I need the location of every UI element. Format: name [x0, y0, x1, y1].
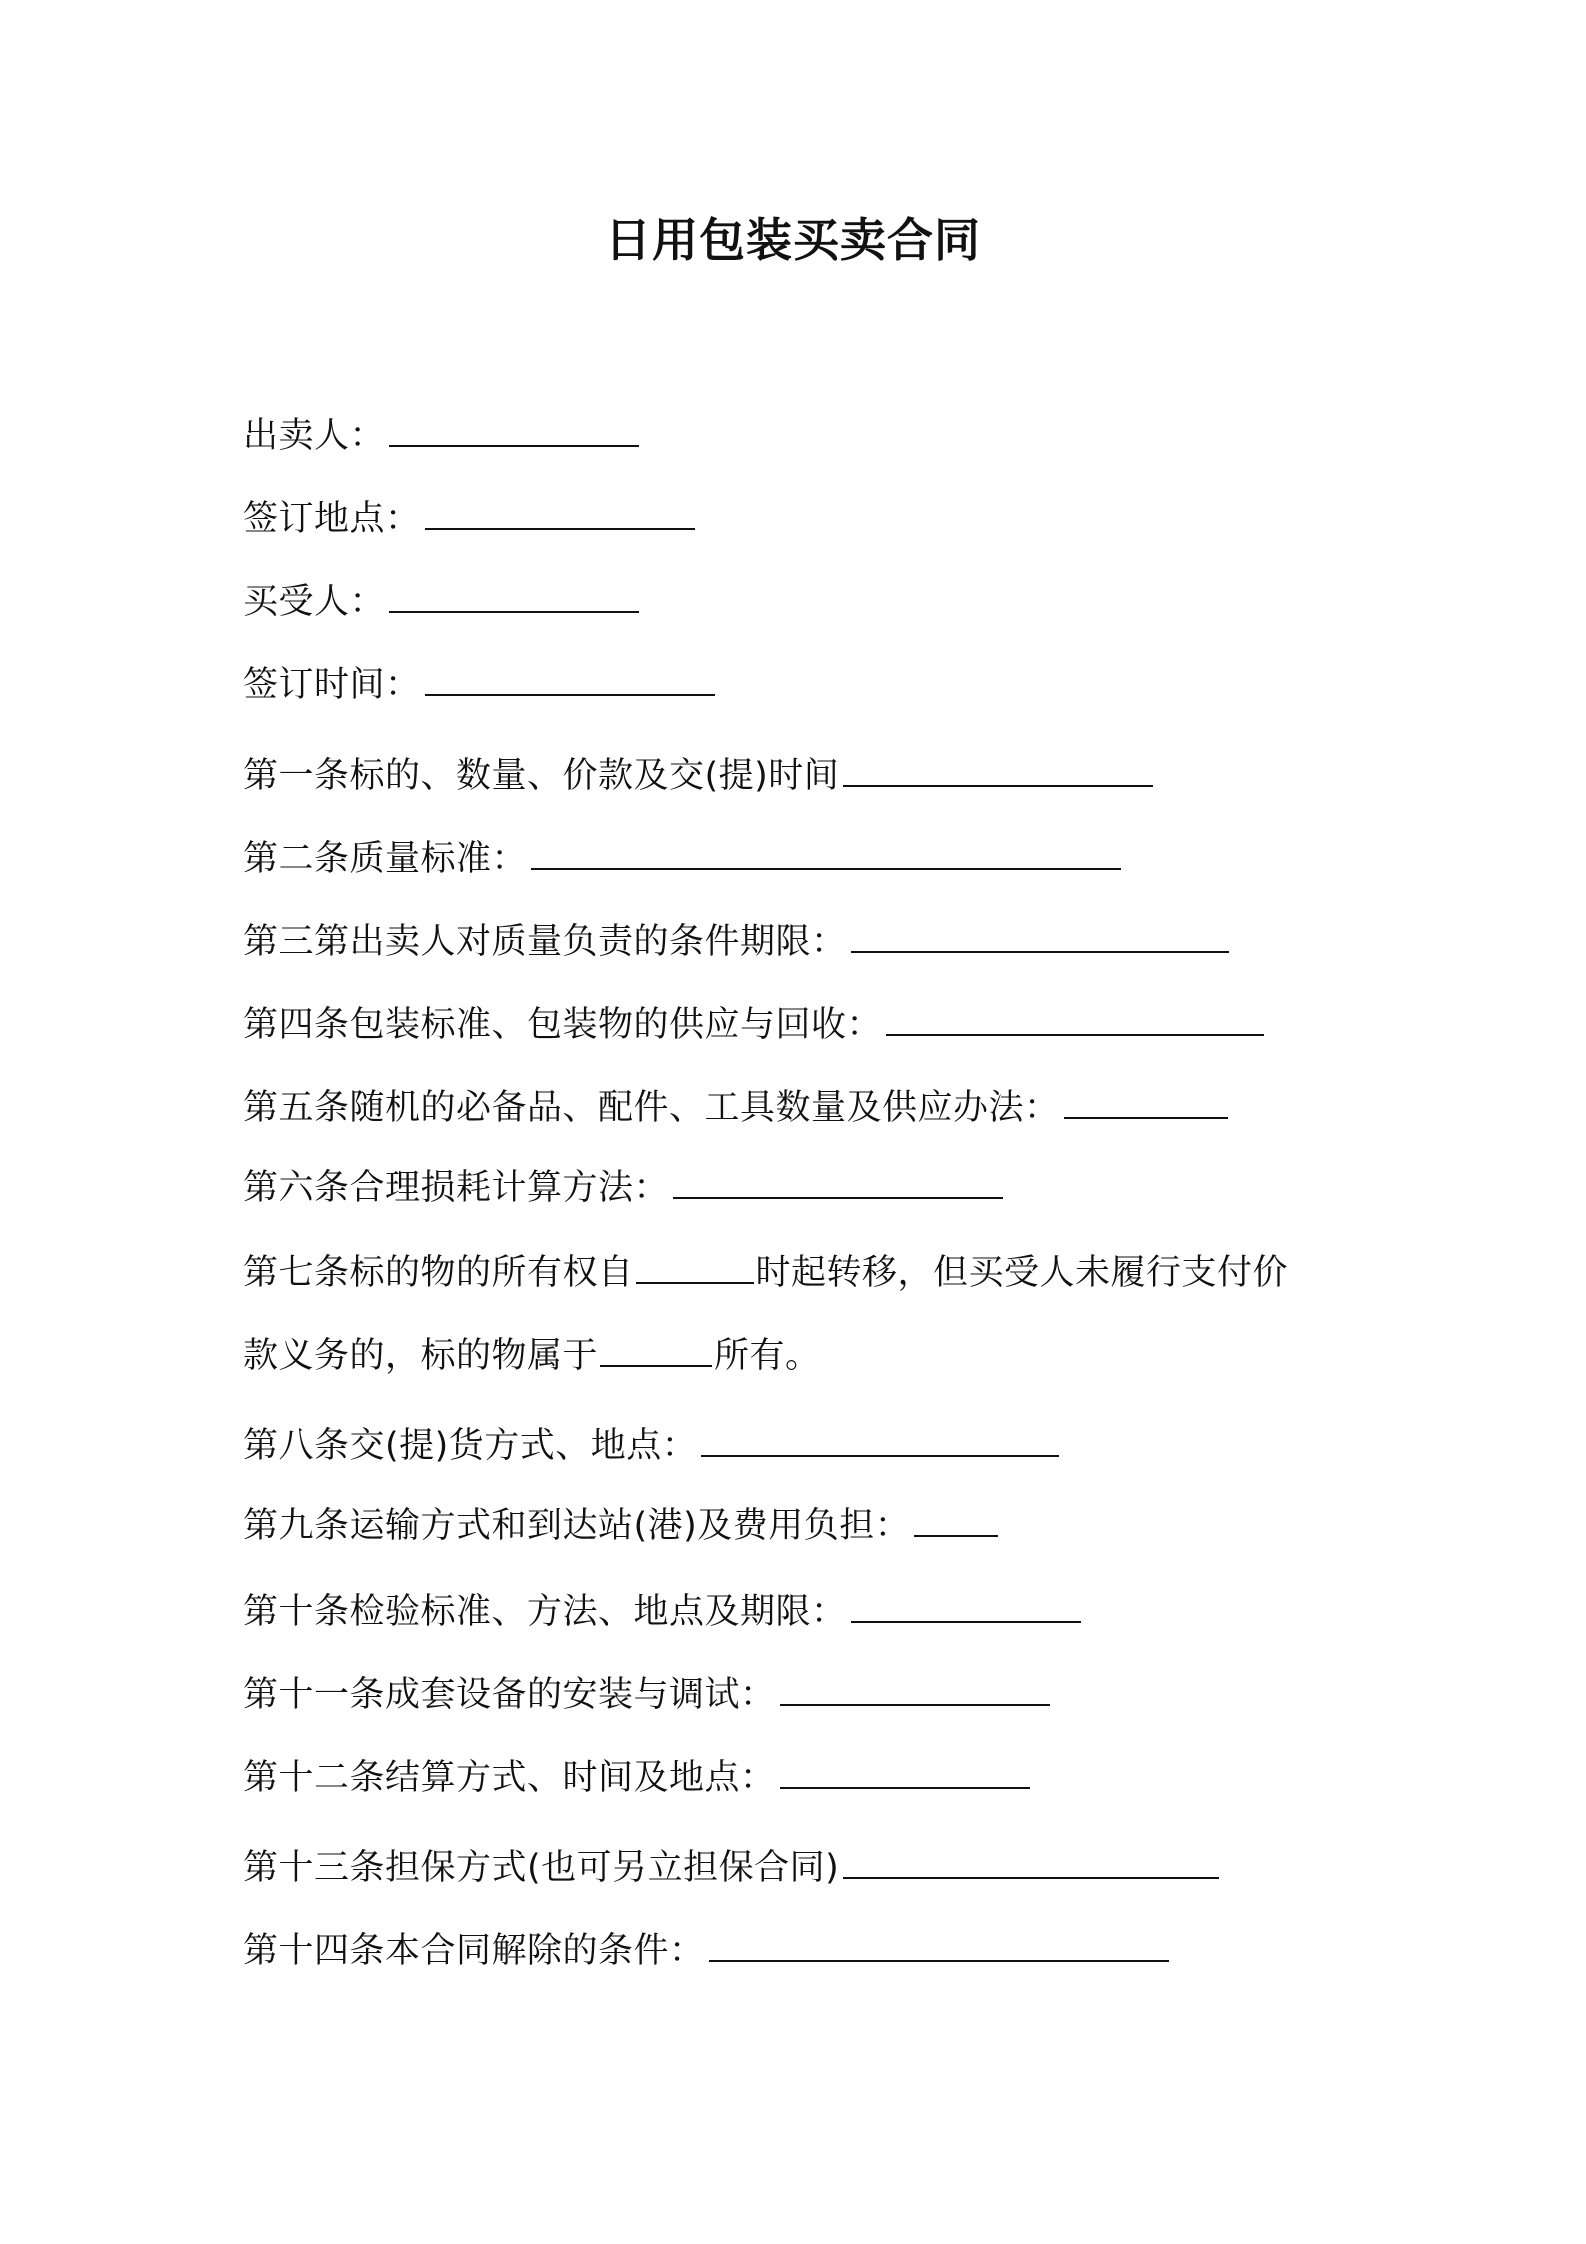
sign-time-label: 签订时间： — [243, 665, 421, 705]
sign-time-line — [243, 663, 715, 707]
clause-12-label: 第十二条结算方式、时间及地点： — [243, 1758, 776, 1798]
clause-14 — [243, 1929, 1169, 1973]
clause-13 — [243, 1846, 1219, 1890]
clause-3-label: 第三第出卖人对质量负责的条件期限： — [243, 922, 847, 962]
clause-14-label: 第十四条本合同解除的条件： — [243, 1931, 705, 1971]
clause-11-blank[interactable] — [780, 1674, 1050, 1706]
clause-6-blank[interactable] — [673, 1167, 1003, 1199]
clause-5-label: 第五条随机的必备品、配件、工具数量及供应办法： — [243, 1088, 1060, 1128]
clause-7-line-1 — [243, 1251, 1288, 1295]
clause-1 — [243, 754, 1153, 798]
sign-place-blank[interactable] — [425, 498, 695, 530]
sign-place-line — [243, 497, 695, 541]
clause-4-blank[interactable] — [886, 1004, 1264, 1036]
clause-10 — [243, 1590, 1081, 1634]
clause-1-label: 第一条标的、数量、价款及交(提)时间 — [243, 756, 840, 796]
clause-12-blank[interactable] — [780, 1757, 1030, 1789]
clause-7-line-2 — [243, 1334, 821, 1378]
buyer-blank[interactable] — [389, 581, 639, 613]
clause-5 — [243, 1086, 1228, 1130]
clause-9-label: 第九条运输方式和到达站(港)及费用负担： — [243, 1506, 911, 1546]
sign-time-blank[interactable] — [425, 664, 715, 696]
clause-10-blank[interactable] — [851, 1591, 1081, 1623]
buyer-label: 买受人： — [243, 582, 386, 622]
clause-13-blank[interactable] — [843, 1847, 1219, 1879]
clause-7-text-2: 时起转移，但买受人未履行支付价 — [755, 1253, 1289, 1293]
clause-9 — [243, 1504, 998, 1548]
sign-place-label: 签订地点： — [243, 499, 421, 539]
clause-13-label: 第十三条担保方式(也可另立担保合同) — [243, 1848, 840, 1888]
clause-12 — [243, 1756, 1030, 1800]
clause-2-label: 第二条质量标准： — [243, 839, 528, 879]
clause-14-blank[interactable] — [709, 1930, 1169, 1962]
clause-7-blank-2[interactable] — [600, 1335, 712, 1367]
clause-11 — [243, 1673, 1050, 1717]
clause-3 — [243, 920, 1229, 964]
clause-10-label: 第十条检验标准、方法、地点及期限： — [243, 1592, 847, 1632]
clause-6 — [243, 1166, 1003, 1210]
clause-2 — [243, 837, 1121, 881]
clause-7-blank-1[interactable] — [636, 1252, 754, 1284]
clause-8-blank[interactable] — [701, 1425, 1059, 1457]
clause-4-label: 第四条包装标准、包装物的供应与回收： — [243, 1005, 883, 1045]
clause-8 — [243, 1424, 1059, 1468]
clause-4 — [243, 1003, 1264, 1047]
seller-label: 出卖人： — [243, 416, 386, 456]
clause-9-blank[interactable] — [914, 1505, 998, 1537]
seller-line — [243, 414, 639, 458]
clause-11-label: 第十一条成套设备的安装与调试： — [243, 1675, 776, 1715]
clause-3-blank[interactable] — [851, 921, 1229, 953]
clause-1-blank[interactable] — [843, 755, 1153, 787]
clause-5-blank[interactable] — [1064, 1087, 1228, 1119]
clause-7-text-3: 款义务的，标的物属于 — [243, 1336, 599, 1376]
clause-7-text-4: 所有。 — [714, 1336, 821, 1376]
clause-7-text-1: 第七条标的物的所有权自 — [243, 1253, 634, 1293]
page-title: 日用包装买卖合同 — [605, 213, 981, 267]
clause-6-label: 第六条合理损耗计算方法： — [243, 1168, 670, 1208]
clause-8-label: 第八条交(提)货方式、地点： — [243, 1426, 698, 1466]
seller-blank[interactable] — [389, 415, 639, 447]
clause-2-blank[interactable] — [531, 838, 1121, 870]
buyer-line — [243, 580, 639, 624]
